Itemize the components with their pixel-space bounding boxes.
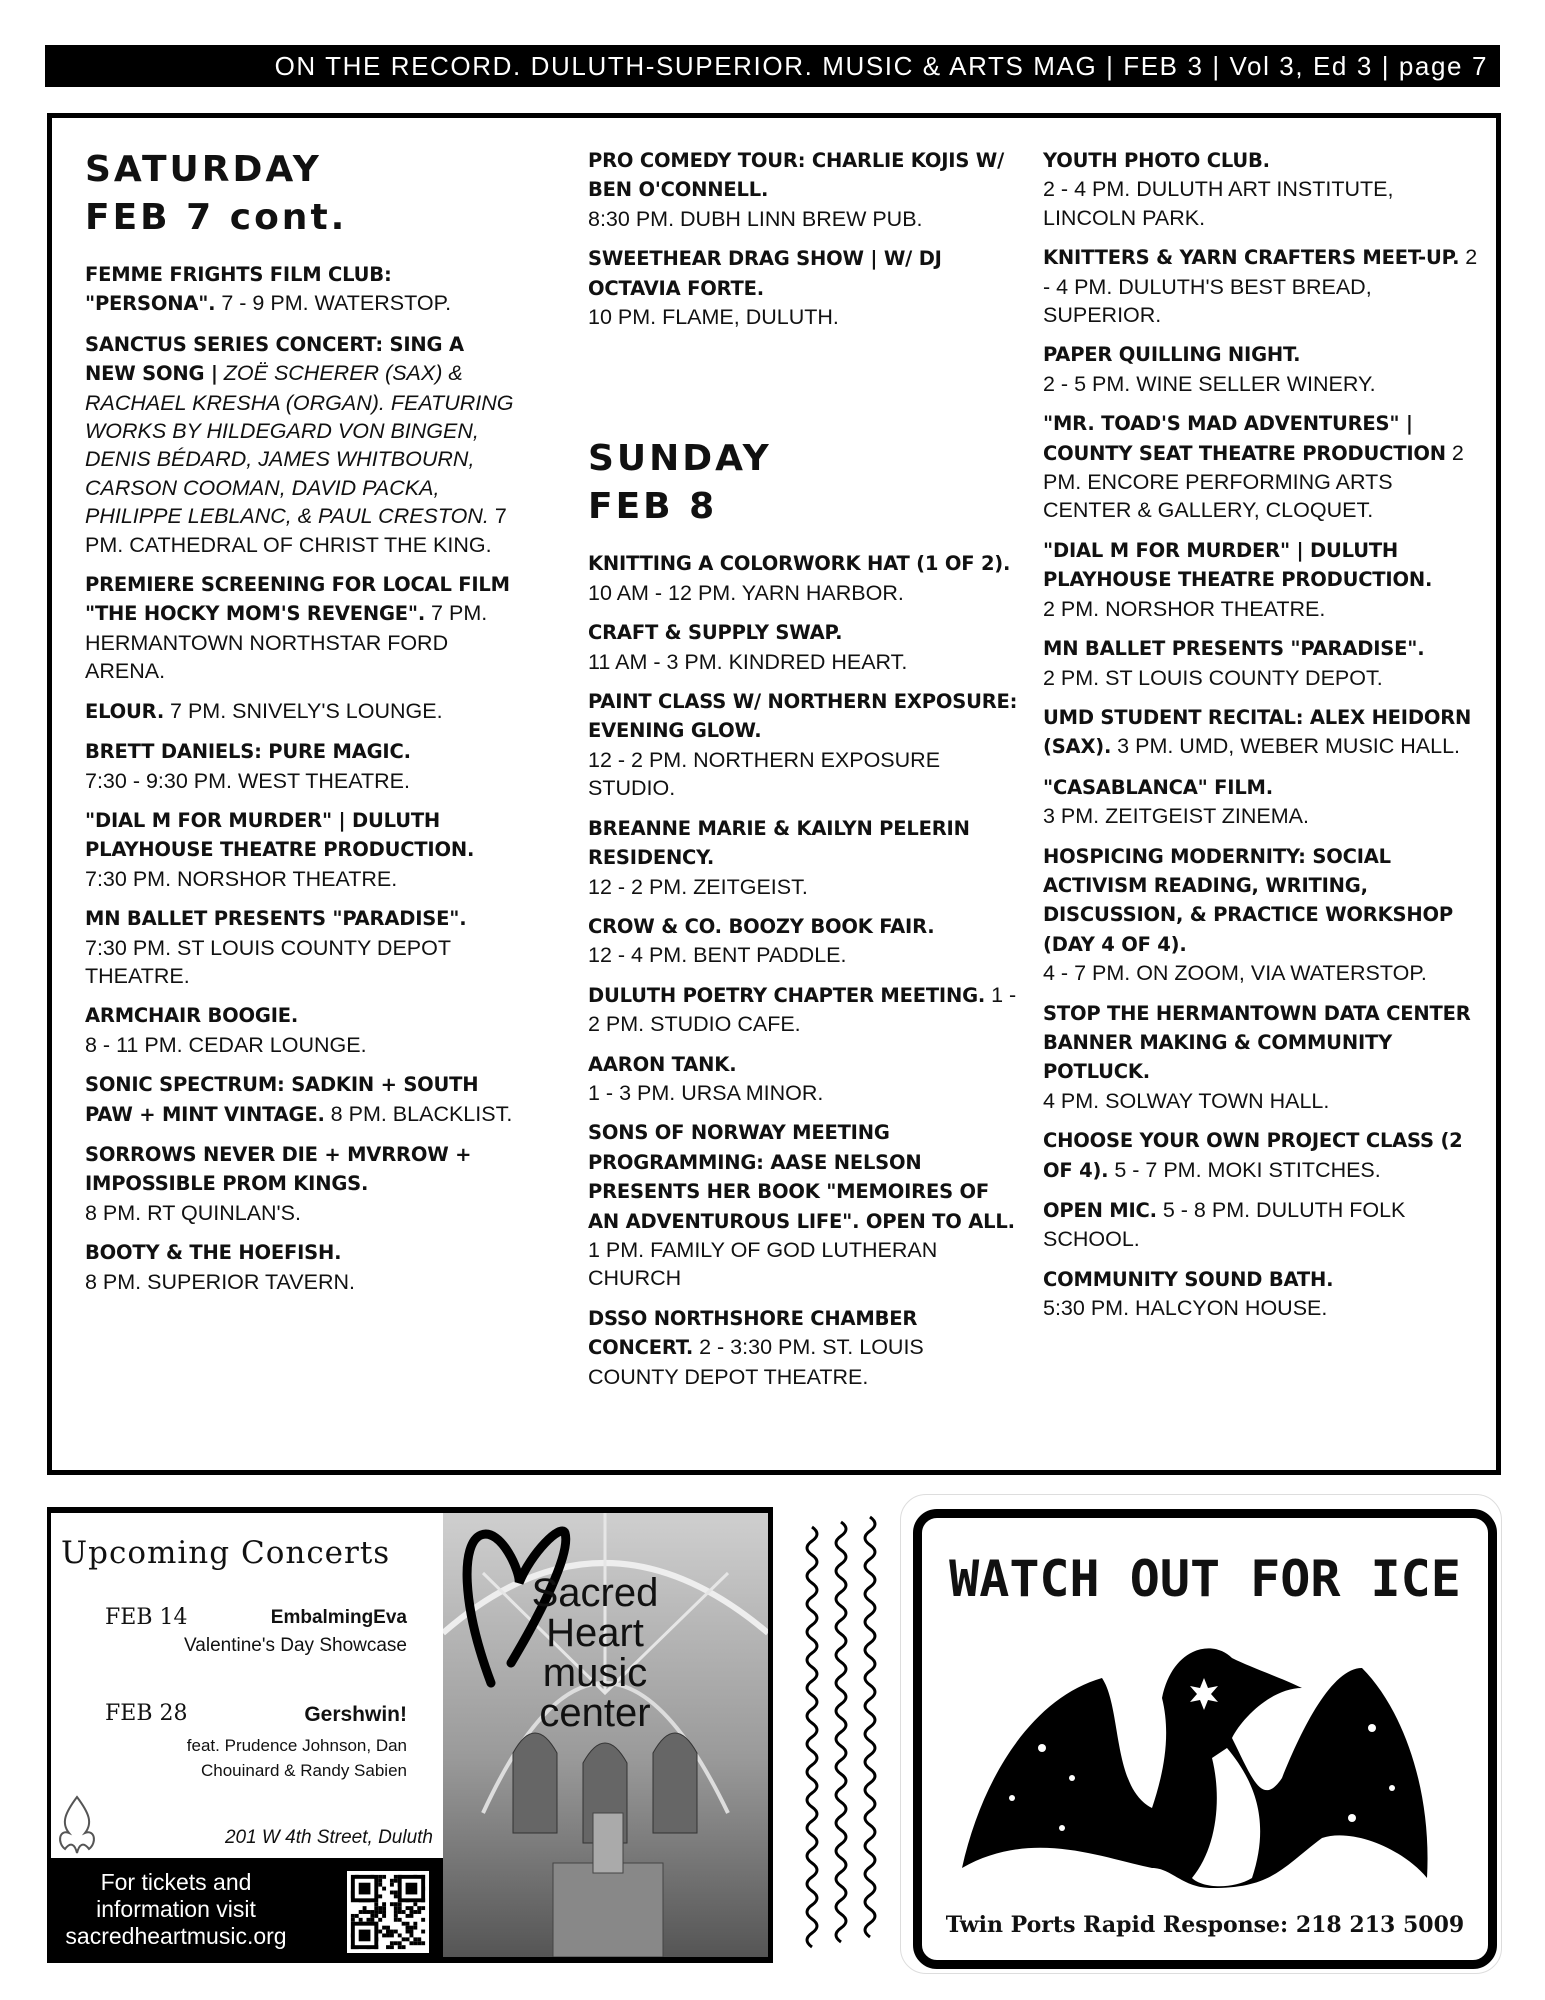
event-details: 8 PM. RT QUINLAN'S. [85, 1200, 301, 1225]
qr-module [359, 1930, 371, 1942]
event-list [1043, 146, 1483, 1323]
event-details: 2 - 5 PM. WINE SELLER WINERY. [1043, 371, 1376, 396]
event-details: 1 PM. FAMILY OF GOD LUTHERAN CHURCH [588, 1237, 938, 1291]
event-item [85, 1140, 515, 1227]
day-name: SUNDAY [588, 438, 772, 480]
qr-module [417, 1941, 421, 1945]
day-date: FEB 7 cont. [85, 197, 348, 238]
event-title: DULUTH POETRY CHAPTER MEETING. [588, 983, 986, 1007]
qr-module [398, 1906, 402, 1910]
qr-module [378, 1906, 382, 1910]
qr-module [394, 1914, 398, 1918]
concert-list-panel [51, 1513, 443, 1858]
event-details: 1 - 2 PM. STUDIO CAFE. [588, 982, 1017, 1037]
qr-module [394, 1902, 398, 1906]
loon-illustration [952, 1628, 1452, 1908]
qr-module [374, 1906, 378, 1910]
qr-module [382, 1910, 386, 1914]
event-title: FEMME FRIGHTS FILM CLUB: "PERSONA". [85, 263, 392, 316]
qr-module [409, 1926, 413, 1930]
event-details: 2 - 4 PM. DULUTH'S BEST BREAD, SUPERIOR. [1043, 245, 1478, 328]
event-title: ARMCHAIR BOOGIE. [85, 1004, 299, 1028]
event-details: 8:30 PM. DUBH LINN BREW PUB. [588, 206, 923, 231]
qr-module [409, 1930, 413, 1934]
qr-module [406, 1930, 410, 1934]
qr-module [386, 1933, 390, 1937]
day-heading-sunday [588, 435, 1018, 531]
qr-module [394, 1910, 398, 1914]
event-item [1043, 634, 1483, 692]
watch-out-for-ice-ad [900, 1494, 1502, 1974]
event-details: 7 PM. CATHEDRAL OF CHRIST THE KING. [85, 504, 507, 557]
qr-module [359, 1883, 371, 1895]
event-item [588, 912, 1018, 970]
event-item [588, 244, 1018, 331]
event-details: 5:30 PM. HALCYON HOUSE. [1043, 1296, 1328, 1321]
event-item [1043, 999, 1483, 1116]
qr-module [359, 1910, 363, 1914]
event-item [1043, 773, 1483, 831]
qr-module [409, 1933, 413, 1937]
qr-module [390, 1902, 394, 1906]
event-title: PAINT CLASS W/ NORTHERN EXPOSURE: EVENING GLOW. [588, 690, 1018, 743]
fleur-ornament-icon [55, 1793, 99, 1855]
event-details: 4 - 7 PM. ON ZOOM, VIA WATERSTOP. [1043, 961, 1427, 986]
event-title: SANCTUS SERIES CONCERT: SING A NEW SONG | [85, 332, 464, 386]
qr-module [406, 1906, 410, 1910]
qr-module [382, 1906, 386, 1910]
column-1 [85, 146, 515, 1307]
qr-module [363, 1910, 367, 1914]
masthead-bar [45, 45, 1500, 87]
event-title: OPEN MIC. [1043, 1199, 1157, 1222]
qr-module [417, 1937, 421, 1941]
calendar-box [47, 113, 1501, 1475]
qr-module [413, 1941, 417, 1945]
event-item [588, 981, 1018, 1039]
event-item [1043, 536, 1483, 623]
qr-module [378, 1883, 382, 1887]
ice-heading: WATCH OUT FOR ICE [949, 1550, 1461, 1608]
column-3 [1043, 146, 1483, 1334]
event-title: UMD STUDENT RECITAL: ALEX HEIDORN (SAX). [1043, 705, 1472, 759]
day-heading-saturday [85, 146, 515, 242]
qr-module [378, 1918, 382, 1922]
qr-module [382, 1902, 386, 1906]
event-details: 10 AM - 12 PM. YARN HARBOR. [588, 580, 904, 605]
event-details: 12 - 4 PM. BENT PADDLE. [588, 943, 847, 968]
qr-module [394, 1875, 398, 1879]
day-date: FEB 8 [588, 486, 718, 528]
event-title: COMMUNITY SOUND BATH. [1043, 1267, 1334, 1291]
qr-module [413, 1937, 417, 1941]
qr-module [394, 1891, 398, 1895]
event-item [1043, 842, 1483, 988]
sacred-heart-logo-text: Sacred Heart music center [531, 1571, 659, 1735]
event-item [1043, 1196, 1483, 1254]
qr-module [351, 1918, 355, 1922]
event-title: CHOOSE YOUR OWN PROJECT CLASS (2 OF 4). [1043, 1129, 1463, 1182]
qr-module [406, 1926, 410, 1930]
qr-module [382, 1914, 386, 1918]
event-details: 2 PM. ENCORE PERFORMING ARTS CENTER & GALLERY, CLOQUET. [1043, 440, 1464, 523]
event-details: 8 PM. SUPERIOR TAVERN. [85, 1269, 355, 1294]
event-item [588, 618, 1018, 676]
qr-module [374, 1910, 378, 1914]
concert-name: Gershwin! [304, 1703, 407, 1726]
qr-module [421, 1930, 425, 1934]
qr-module [370, 1910, 374, 1914]
event-title: "DIAL M FOR MURDER" | DULUTH PLAYHOUSE THEATRE PRODUCTION. [1043, 538, 1433, 592]
event-details: 12 - 2 PM. NORTHERN EXPOSURE STUDIO. [588, 747, 941, 801]
qr-module [413, 1902, 417, 1906]
qr-module [390, 1883, 394, 1887]
venue-address: 201 W 4th Street, Duluth [224, 1827, 433, 1848]
qr-module [402, 1922, 406, 1926]
upcoming-concerts-heading: Upcoming Concerts [61, 1535, 391, 1571]
event-title: HOSPICING MODERNITY: SOCIAL ACTIVISM READING, WRITING, DISCUSSION, & PRACTICE WORKSHOP (DAY 4 OF 4). [1043, 844, 1453, 956]
event-item [588, 146, 1018, 233]
event-item [85, 260, 515, 319]
event-item [85, 1001, 515, 1059]
church-interior-photo [443, 1513, 768, 1957]
event-details: 2 - 4 PM. DULUTH ART INSTITUTE, LINCOLN PARK. [1043, 177, 1394, 230]
event-item [1043, 1126, 1483, 1185]
event-item [85, 806, 515, 893]
event-item [588, 1050, 1018, 1108]
qr-module [390, 1891, 394, 1895]
qr-module [378, 1910, 382, 1914]
event-title: BOOTY & THE HOEFISH. [85, 1241, 342, 1265]
qr-module [378, 1930, 382, 1934]
qr-module [370, 1914, 374, 1918]
event-item [85, 737, 515, 795]
event-title: MN BALLET PRESENTS "PARADISE". [85, 907, 467, 931]
event-title: PREMIERE SCREENING FOR LOCAL FILM "THE HOCKY MOM'S REVENGE". [85, 573, 510, 626]
event-item [1043, 340, 1483, 398]
event-item [588, 1118, 1018, 1292]
event-item [85, 1238, 515, 1296]
concert-date: FEB 28 [105, 1701, 188, 1726]
event-title: CROW & CO. BOOZY BOOK FAIR. [588, 914, 935, 938]
qr-module [378, 1894, 382, 1898]
qr-module [394, 1906, 398, 1910]
event-title: YOUTH PHOTO CLUB. [1043, 149, 1270, 172]
event-details: 2 - 3:30 PM. ST. LOUIS COUNTY DEPOT THEATRE. [588, 1335, 924, 1389]
event-details: 3 PM. UMD, WEBER MUSIC HALL. [1111, 734, 1461, 759]
event-item [588, 549, 1018, 607]
event-details: 5 - 8 PM. DULUTH FOLK SCHOOL. [1043, 1198, 1406, 1252]
qr-module [386, 1926, 390, 1930]
event-item [1043, 703, 1483, 762]
masthead-text: ON THE RECORD. DULUTH-SUPERIOR. MUSIC & ARTS MAG | FEB 3 | Vol 3, Ed 3 | page 7 [274, 51, 1488, 81]
event-item [588, 687, 1018, 803]
qr-module [402, 1945, 406, 1949]
qr-module [406, 1883, 418, 1895]
qr-module [398, 1902, 402, 1906]
qr-module [398, 1910, 402, 1914]
qr-module [351, 1914, 355, 1918]
event-title: SONIC SPECTRUM: SADKIN + SOUTH PAW + MINT VINTAGE. [85, 1073, 479, 1126]
qr-module [394, 1941, 398, 1945]
event-title: DSSO NORTHSHORE CHAMBER CONCERT. [588, 1306, 918, 1360]
concert-date: FEB 14 [105, 1605, 188, 1630]
qr-module [367, 1918, 371, 1922]
qr-module [374, 1914, 378, 1918]
concert-desc: feat. Prudence Johnson, Dan Chouinard & Randy Sabien [186, 1736, 407, 1780]
event-item [85, 330, 515, 559]
event-details: 2 PM. ST LOUIS COUNTY DEPOT. [1043, 665, 1383, 690]
qr-module [394, 1930, 398, 1934]
event-details: 1 - 3 PM. URSA MINOR. [588, 1080, 824, 1105]
wavy-lines-decoration [798, 1507, 884, 1967]
event-details: 7:30 - 9:30 PM. WEST THEATRE. [85, 768, 410, 793]
event-title: SWEETHEAR DRAG SHOW | W/ DJ OCTAVIA FORTE. [588, 247, 942, 300]
qr-module [417, 1910, 421, 1914]
qr-module [398, 1945, 402, 1949]
qr-module [382, 1875, 386, 1879]
qr-module [409, 1910, 413, 1914]
event-title: PRO COMEDY TOUR: CHARLIE KOJIS W/ BEN O'CONNELL. [588, 149, 1004, 202]
event-item [85, 697, 515, 726]
qr-module [394, 1894, 398, 1898]
event-title: SORROWS NEVER DIE + MVRROW + IMPOSSIBLE PROM KINGS. [85, 1142, 472, 1196]
event-details: 7:30 PM. NORSHOR THEATRE. [85, 866, 398, 891]
event-details: 4 PM. SOLWAY TOWN HALL. [1043, 1088, 1330, 1113]
qr-module [382, 1933, 386, 1937]
event-details: 5 - 7 PM. MOKI STITCHES. [1108, 1157, 1381, 1182]
event-title: BRETT DANIELS: PURE MAGIC. [85, 740, 411, 764]
qr-module [355, 1914, 359, 1918]
qr-module [413, 1926, 417, 1930]
event-item [1043, 1265, 1483, 1323]
qr-module [382, 1926, 386, 1930]
qr-module [421, 1906, 425, 1910]
event-details: 7:30 PM. ST LOUIS COUNTY DEPOT THEATRE. [85, 935, 451, 988]
qr-module [386, 1930, 390, 1934]
qr-module [402, 1910, 406, 1914]
qr-module [390, 1930, 394, 1934]
qr-module [367, 1910, 371, 1914]
qr-module [363, 1906, 367, 1910]
qr-module [406, 1914, 410, 1918]
sign-border [913, 1509, 1497, 1969]
qr-module [413, 1910, 417, 1914]
ticket-info-text: For tickets and information visit sacredheartmusic.org [65, 1869, 287, 1949]
qr-module [409, 1914, 413, 1918]
event-title: BREANNE MARIE & KAILYN PELERIN RESIDENCY. [588, 816, 970, 870]
event-title: "CASABLANCA" FILM. [1043, 775, 1273, 799]
event-details: 11 AM - 3 PM. KINDRED HEART. [588, 649, 908, 674]
event-item [85, 1070, 515, 1129]
sacred-heart-concert-ad [47, 1507, 773, 1963]
qr-module [406, 1922, 410, 1926]
qr-module [409, 1941, 413, 1945]
qr-module [398, 1918, 402, 1922]
qr-module [421, 1918, 425, 1922]
qr-module [382, 1887, 386, 1891]
event-title: MN BALLET PRESENTS "PARADISE". [1043, 637, 1425, 661]
event-details: 7 PM. HERMANTOWN NORTHSTAR FORD ARENA. [85, 601, 488, 684]
qr-module [374, 1902, 378, 1906]
qr-code[interactable] [347, 1871, 429, 1953]
event-details: 2 PM. NORSHOR THEATRE. [1043, 596, 1326, 621]
qr-module [421, 1941, 425, 1945]
rapid-response-phone: Twin Ports Rapid Response: 218 213 5009 [945, 1912, 1465, 1938]
event-details: 12 - 2 PM. ZEITGEIST. [588, 874, 808, 899]
qr-module [359, 1918, 363, 1922]
qr-module [390, 1933, 394, 1937]
event-title: "DIAL M FOR MURDER" | DULUTH PLAYHOUSE THEATRE PRODUCTION. [85, 808, 475, 862]
event-item [85, 570, 515, 686]
event-item [1043, 243, 1483, 329]
column-2 [588, 146, 1018, 1402]
qr-module [406, 1937, 410, 1941]
event-title: KNITTERS & YARN CRAFTERS MEET-UP. [1043, 246, 1460, 270]
concert-desc: Valentine's Day Showcase [184, 1635, 407, 1656]
qr-module [390, 1879, 394, 1883]
qr-module [378, 1879, 382, 1883]
event-title: CRAFT & SUPPLY SWAP. [588, 621, 843, 645]
event-item [588, 814, 1018, 901]
concert-name: EmbalmingEva [270, 1607, 407, 1628]
event-details: 7 - 9 PM. WATERSTOP. [215, 291, 452, 316]
event-list [588, 549, 1018, 1391]
qr-module [413, 1922, 417, 1926]
qr-module [390, 1945, 394, 1949]
event-title: KNITTING A COLORWORK HAT (1 OF 2). [588, 552, 1011, 576]
event-performers: ZOË SCHERER (SAX) & RACHAEL KRESHA (ORGAN). FEATURING WORKS BY HILDEGARD VON BINGEN, DENIS BÉDARD, JAMES WHITBOURN, CARSON COOMAN, DAVID PACKA, PHILIPPE LEBLANC, & PAUL CRESTON. [85, 361, 514, 529]
qr-module [378, 1875, 382, 1879]
qr-module [370, 1918, 374, 1922]
event-list [588, 146, 1018, 331]
event-details: 7 PM. SNIVELY'S LOUNGE. [164, 698, 443, 723]
event-item [1043, 146, 1483, 232]
event-details: 8 - 11 PM. CEDAR LOUNGE. [85, 1032, 367, 1057]
event-item [1043, 409, 1483, 525]
event-list [85, 260, 515, 1296]
qr-module [409, 1906, 413, 1910]
event-item [588, 1304, 1018, 1391]
qr-module [394, 1879, 398, 1883]
event-title: AARON TANK. [588, 1052, 737, 1076]
event-title: PAPER QUILLING NIGHT. [1043, 343, 1301, 367]
event-title: STOP THE HERMANTOWN DATA CENTER BANNER MAKING & COMMUNITY POTLUCK. [1043, 1001, 1471, 1084]
event-title: "MR. TOAD'S MAD ADVENTURES" | COUNTY SEAT THEATRE PRODUCTION [1043, 412, 1446, 465]
qr-module [398, 1933, 402, 1937]
qr-module [394, 1918, 398, 1922]
event-details: 8 PM. BLACKLIST. [324, 1101, 513, 1126]
qr-module [417, 1906, 421, 1910]
qr-module [402, 1937, 406, 1941]
event-details: 3 PM. ZEITGEIST ZINEMA. [1043, 804, 1309, 829]
event-item [85, 904, 515, 990]
event-details: 10 PM. FLAME, DULUTH. [588, 305, 839, 330]
day-name: SATURDAY [85, 149, 322, 190]
event-title: SONS OF NORWAY MEETING PROGRAMMING: AASE NELSON PRESENTS HER BOOK "MEMOIRES OF AN ADVENTUROUS LIFE". OPEN TO ALL. [588, 1121, 1015, 1233]
qr-module [386, 1945, 390, 1949]
qr-module [390, 1941, 394, 1945]
event-title: ELOUR. [85, 699, 165, 723]
qr-module [398, 1941, 402, 1945]
